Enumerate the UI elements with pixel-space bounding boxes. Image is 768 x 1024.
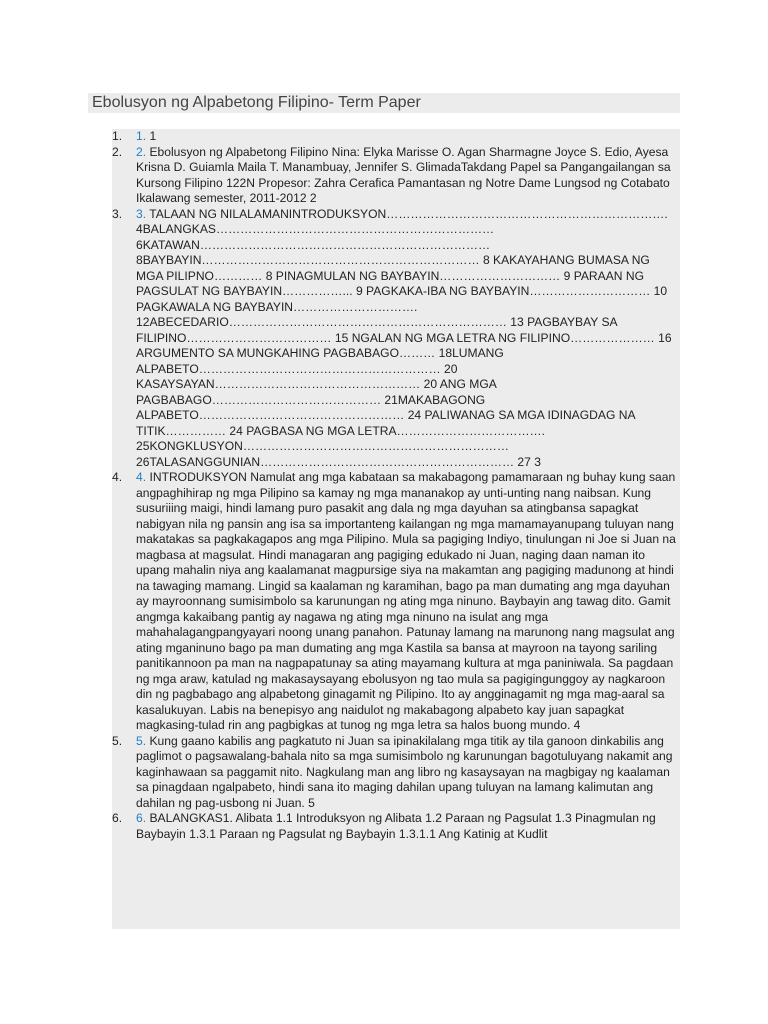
slide-list: [112, 129, 680, 842]
list-marker: 4.: [112, 470, 123, 484]
slide-text: TALAAN NG NILALAMANINTRODUKSYON……………………………………………………………. 4BALANGKAS…………………………………………………………… 6KATAWAN……………………………………………………………… 8BAYBAYIN…………………………………………………………… 8 KAKAYAHANG BUMASA NG MGA PILIPNO………… 8 PINAGMULAN NG BAYBAYIN………………………… 9 PARAAN NG PAGSULAT NG BAYBAYIN……………... 9 PAGKAKA-IBA NG BAYBAYIN………………………… 10 PAGKAWALA NG BAYBAYIN…………………………. 12ABECEDARIO…………………………………………………………… 13 PAGBAYBAY SA FILIPINO……………………………… 15 NGALAN NG MGA LETRA NG FILIPINO………………… 16 ARGUMENTO SA MUNGKAHING PAGBABAGO……… 18LUMANG ALPABETO…………………………………………………… 20 KASAYSAYAN…………………………………………… 20 ANG MGA PAGBABAGO…………………………………… 21MAKABAGONG ALPABETO…………………………………………… 24 PALIWANAG SA MGA IDINAGDAG NA TITIK…………… 24 PAGBASA NG MGA LETRA………………………………. 25KONGKLUSYON………………………………………………………… 26TALASANGGUNIAN……………………………………………………… 27 3: [136, 206, 672, 469]
slide-item: [112, 207, 680, 471]
list-marker: 1.: [112, 129, 123, 143]
slide-link[interactable]: 5.: [136, 733, 147, 748]
slide-text: Ebolusyon ng Alpabetong Filipino Nina: Elyka Marisse O. Agan Sharmagne Joyce S. Edio, Ayesa Krisna D. Guiamla Maila T. Manambuay, Jennifer S. GlimadaTakdang Papel sa Pangangailangan sa Kursong Filipino 122N Propesor: Zahra Cerafica Pamantasan ng Notre Dame Lungsod ng Cotabato Ikalawang semester, 2011-2012 2: [136, 144, 671, 205]
slide-text: 1: [149, 129, 157, 143]
list-marker: 3.: [112, 206, 123, 221]
slide-text: BALANGKAS1. Alibata 1.1 Introduksyon ng Alibata 1.2 Paraan ng Pagsulat 1.3 Pinagmulan ng Baybayin 1.3.1 Paraan ng Pagsulat ng Baybayin 1.3.1.1 Ang Katinig at Kudlit: [136, 811, 656, 841]
slide-item: [112, 129, 680, 145]
slide-link[interactable]: 6.: [136, 811, 147, 825]
slide-link[interactable]: 3.: [136, 206, 147, 221]
slide-link[interactable]: 4.: [136, 470, 147, 484]
list-marker: 2.: [112, 144, 123, 159]
slide-item: [112, 470, 680, 734]
slide-link[interactable]: 1.: [136, 129, 147, 143]
slide-link[interactable]: 2.: [136, 144, 147, 159]
transcript-panel: [112, 129, 680, 929]
title-bar: [88, 93, 680, 113]
slide-item: [112, 811, 680, 842]
slide-text: INTRODUKSYON Namulat ang mga kabataan sa makabagong pamamaraan ng buhay kung saan angpaghihirap ng mga Pilipino sa kamay ng mga mananakop ay unti-unting nang naibsan. Kung susuriiing maigi, hindi lamang puro pasakit ang dala ng mga dayuhan sa atingbansa sapagkat nabigyan nila ng pansin ang isa sa importanteng kailangan ng mga mamamayanupang tuluyan nang makatakas sa pagkakagapos ang mga Pilipino. Mula sa pagiging Indiyo, tinulungan ni Joe si Juan na magbasa at magsulat. Hindi managaran ang pagiging edukado ni Juan, naging daan naman ito upang mahalin niya ang kaalamanat magpursige siya na makamtan ang pagiging madunong at hindi na tawaging mamang. Lingid sa kaalaman ng karamihan, bago pa man dumating ang mga dayuhan ay mayroonnang sumisimbolo sa karunungan ng ating mga ninuno. Baybayin ang tawag dito. Gamit angmga kakaibang pantig ay nagawa ng ating mga ninuno na isulat ang mga mahahalagangpangyayari noong unang panahon. Patunay lamang na marunong nang magsulat ang ating mganinuno bago pa man dumating ang mga Kastila sa bansa at mayroon na tayong sariling panitikannoon pa man na nagpapatunay sa ating mayamang kultura at mga paniniwala. Sa pagdaan ng mga araw, katulad ng makasaysayang ebolusyon ng tao mula sa pagigingunggoy ay nagkaroon din ng pagbabago ang alpabetong ginagamit ng Pilipino. Ito ay angginagamit ng mga mag-aaral sa kasalukuyan. Labis na benepisyo ang naidulot ng makabagong alpabeto kay juan sapagkat magkasing-tulad rin ang pagbigkas at tunog ng mga letra sa halos buong mundo. 4: [136, 470, 676, 732]
slide-text: Kung gaano kabilis ang pagkatuto ni Juan sa ipinakilalang mga titik ay tila ganoon dinkabilis ang paglimot o pagsawalang-bahala nito sa mga sumisimbolo ng karunungan bagotuluyang nakamit ang kaginhawaan sa paggamit nito. Nagkulang man ang libro ng kasaysayan na magbigay ng kaalaman sa pinagdaan ngalpabeto, hindi sana ito maging dahilan upang tuluyan na lamang kalimutan ang dahilan ng pag-usbong ni Juan. 5: [136, 733, 673, 810]
list-marker: 5.: [112, 733, 123, 748]
document-title: Ebolusyon ng Alpabetong Filipino- Term Paper: [92, 94, 421, 111]
slide-item: [112, 734, 680, 812]
list-marker: 6.: [112, 811, 123, 825]
slide-item: [112, 145, 680, 207]
